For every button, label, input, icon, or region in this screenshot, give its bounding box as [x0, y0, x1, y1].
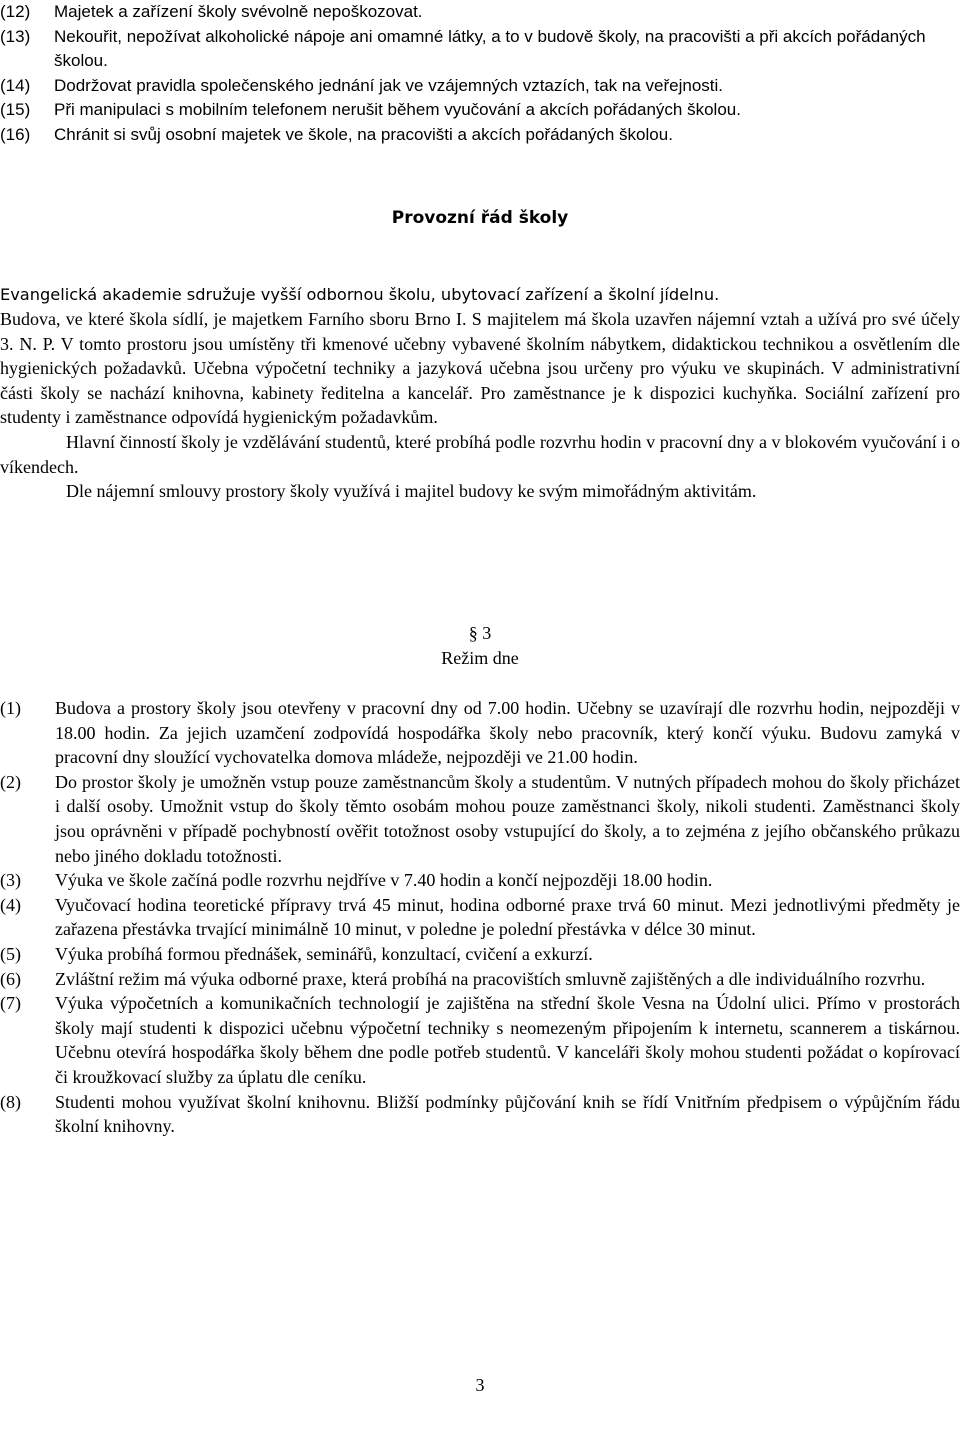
rule-text: Při manipulaci s mobilním telefonem nerušit během vyučování a akcích pořádaných školou. [54, 100, 741, 119]
rule-number: (3) [0, 870, 21, 891]
rule-text: Dodržovat pravidla společenského jednání jak ve vzájemných vztazích, tak na veřejnosti. [54, 75, 724, 95]
list-item [0, 25, 960, 74]
rule-number: (1) [0, 698, 21, 718]
list-item [0, 893, 960, 942]
list-item [0, 942, 960, 967]
rule-number: (6) [0, 968, 21, 989]
list-item [0, 967, 960, 992]
provozni-paragraph-2: Hlavní činností školy je vzdělávání studentů, které probíhá podle rozvrhu hodin v pracovní dny a v blokovém vyučování i o víkendech. [0, 431, 960, 477]
rule-number: (7) [0, 993, 21, 1014]
rule-text: Výuka probíhá formou přednášek, seminářů, konzultací, cvičení a exkurzí. [55, 943, 593, 964]
provozni-body-text: Budova, ve které škola sídlí, je majetkem Farního sboru Brno I. S majitelem má škola uzavřen nájemní vztah a užívá pro své účely 3. N. P. V tomto prostoru jsou umístěny tři kmenové učebny vybavené školním nábytkem, didaktickou technikou a osvětlením dle hygienických požadavků. Učebna výpočetní techniky a jazyková učebna jsou určeny pro výuku ve skupinách. V administrativní části školy se nachází knihovna, kabinety ředitelna a kancelář. Pro zaměstnance je k dispozici kuchyňka. Sociální zařízení pro studenty i zaměstnance odpovídá hygienickým požadavkům. [0, 309, 960, 428]
section-heading-provozni-rad: Provozní řád školy [391, 208, 569, 228]
list-item [0, 74, 960, 99]
top-rules-list [0, 0, 960, 147]
provozni-intro-paragraph [0, 283, 960, 308]
rule-number: (5) [0, 943, 21, 964]
list-item [0, 991, 960, 1089]
list-item [0, 0, 960, 25]
rule-text: Vyučovací hodina teoretické přípravy trvá 45 minut, hodina odborné praxe trvá 60 minut. Mezi jednotlivými předměty je zařazena přestávka trvající minimálně 10 minut, v poledne je polední přestávka v délce 30 minut. [55, 894, 960, 940]
list-item [0, 868, 960, 893]
rule-text: Studenti mohou využívat školní knihovnu. Bližší podmínky půjčování knih se řídí Vnitřním předpisem o výpůjčním řádu školní knihovny. [55, 1091, 960, 1137]
list-item [0, 696, 960, 770]
rule-text: Výuka ve škole začíná podle rozvrhu nejdříve v 7.40 hodin a končí nejpozději 18.00 hodin. [55, 870, 713, 891]
rule-text: Chránit si svůj osobní majetek ve škole, na pracovišti a akcích pořádaných školou. [54, 124, 673, 144]
paragraph-label: § 3 [468, 623, 492, 643]
rule-number: (2) [0, 771, 21, 792]
rule-text: Budova a prostory školy jsou otevřeny v pracovní dny od 7.00 hodin. Učebny se uzavírají dle rozvrhu hodin, nejpozději v 18.00 hodin. Za jejich uzamčení zodpovídá hospodářka školy nebo pracovník, který končí výuku. Budovu zamyká v pracovní dny sloužící vychovatelka domova mládeže, nejpozději ve 21.00 hodin. [55, 698, 960, 768]
rule-text: Zvláštní režim má výuka odborné praxe, která probíhá na pracovištích smluvně zajištěných a dle individuálního rozvrhu. [55, 968, 926, 989]
list-item [0, 770, 960, 868]
list-item [0, 123, 960, 148]
rule-number: (4) [0, 894, 21, 915]
rule-text: Majetek a zařízení školy svévolně nepoškozovat. [54, 2, 423, 21]
rule-number: (16) [0, 124, 31, 144]
rule-number: (13) [0, 26, 31, 46]
page-number: 3 [475, 1375, 485, 1395]
provozni-intro-text: Evangelická akademie sdružuje vyšší odbornou školu, ubytovací zařízení a školní jídelnu. [0, 285, 720, 304]
rule-text: Nekouřit, nepožívat alkoholické nápoje ani omamné látky, a to v budově školy, na pracovišti a při akcích pořádaných školou. [54, 26, 926, 70]
rule-number: (14) [0, 75, 31, 95]
provozni-body [0, 307, 960, 504]
section-heading-rezim-dne: Režim dne [441, 648, 519, 668]
rule-text: Výuka výpočetních a komunikačních technologií je zajištěna na střední škole Vesna na Údolní ulici. Přímo v prostorách školy mají studenti k dispozici učebnu výpočetní techniky s neomezeným připojením k internetu, scannerem a tiskárnou. Učebnu otevírá hospodářka školy během dne podle potřeb studentů. V kanceláři školy mohou studenti požádat o kopírovací či kroužkovací služby za úplatu dle ceníku. [55, 993, 960, 1087]
list-item [0, 1090, 960, 1139]
rule-number: (12) [0, 2, 31, 21]
rule-text: Do prostor školy je umožněn vstup pouze zaměstnancům školy a studentům. V nutných případech mohou do školy přicházet i další osoby. Umožnit vstup do školy těmto osobám mohou pouze zaměstnanci školy, nikoli studenti. Zaměstnanci školy jsou oprávněni v případě pochybností ověřit totožnost osoby vstupující do školy, a to zejména z jejího občanského průkazu nebo jiného dokladu totožnosti. [55, 771, 960, 866]
list-item [0, 98, 960, 123]
rule-number: (8) [0, 1091, 21, 1112]
provozni-paragraph-3: Dle nájemní smlouvy prostory školy využívá i majitel budovy ke svým mimořádným aktivitám. [66, 481, 757, 502]
rezim-dne-rules [0, 696, 960, 1139]
rule-number: (15) [0, 100, 31, 119]
